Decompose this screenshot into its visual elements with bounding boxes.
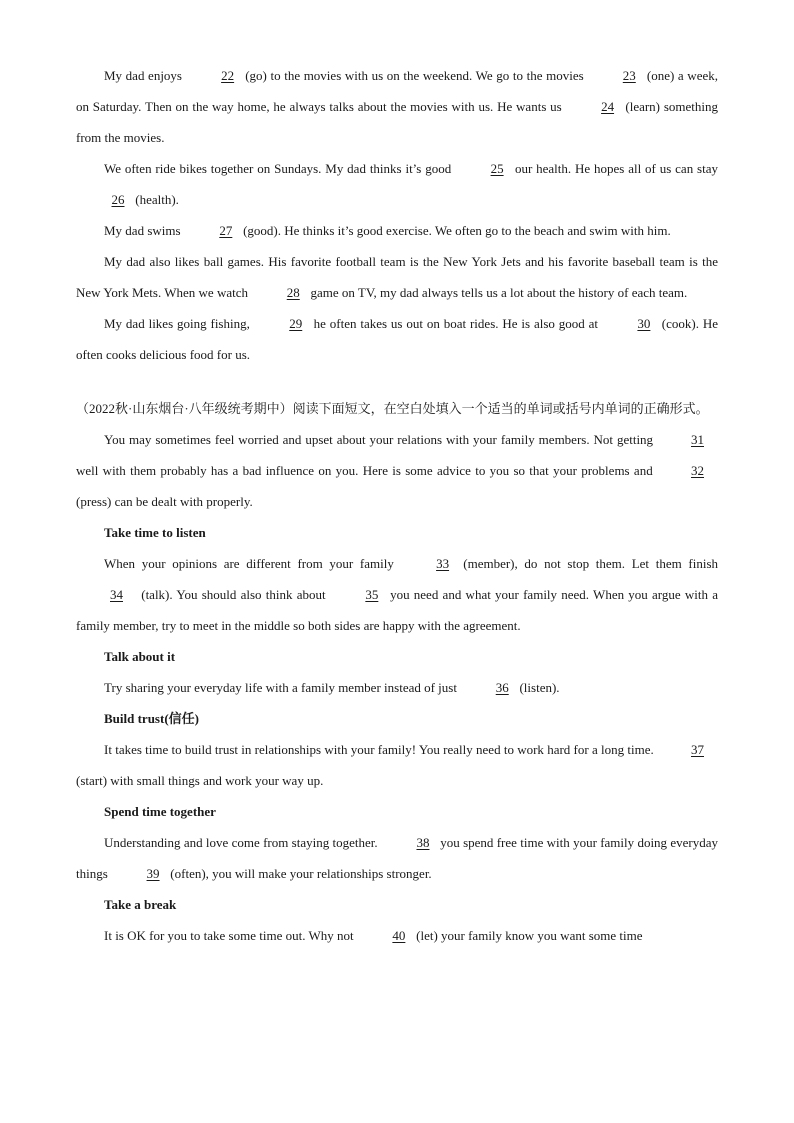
blank-30[interactable]: 30 [637,316,651,331]
paragraph-relations [76,424,718,517]
paragraph-trust [76,734,718,796]
blank-28[interactable]: 28 [286,285,300,300]
blank-35[interactable]: 35 [365,587,379,602]
text-segment: (learn) something from the movies. [76,99,718,145]
blank-36[interactable]: 36 [495,680,509,695]
exercise-instructions: （2022秋·山东烟台·八年级统考期中）阅读下面短文，在空白处填入一个适当的单词或括号内单词的正确形式。 [76,401,709,416]
text-segment: (start) with small things and work your way up. [76,773,324,788]
blank-27[interactable]: 27 [219,223,233,238]
text-segment: (member), do not stop them. Let them finish [463,556,718,571]
text-segment: (let) your family know you want some time [416,928,643,943]
text-segment: My dad likes going fishing, [104,316,250,331]
paragraph-ball-games [76,246,718,308]
document-page [76,60,718,951]
blank-29[interactable]: 29 [289,316,303,331]
text-segment: Understanding and love come from staying together. [104,835,378,850]
paragraph-fishing [76,308,718,370]
paragraph-break [76,920,718,951]
paragraph-talk [76,672,718,703]
text-segment: My dad enjoys [104,68,182,83]
text-segment: (good). He thinks it’s good exercise. We often go to the beach and swim with him. [243,223,671,238]
text-segment: well with them probably has a bad influence on you. Here is some advice to you so that your problems and [76,463,653,478]
text-segment: (go) to the movies with us on the weekend. We go to the movies [245,68,584,83]
section-heading-break: Take a break [104,897,177,912]
text-segment: (press) can be dealt with properly. [76,494,253,509]
blank-34[interactable]: 34 [110,587,123,602]
blank-22[interactable]: 22 [221,68,235,83]
section-heading-together: Spend time together [104,804,216,819]
section-heading-listen: Take time to listen [104,525,206,540]
blank-24[interactable]: 24 [601,99,615,114]
blank-26[interactable]: 26 [111,192,125,207]
blank-23[interactable]: 23 [622,68,636,83]
paragraph-listen [76,548,718,641]
paragraph-bikes [76,153,718,215]
text-segment: When your opinions are different from your family [104,556,394,571]
paragraph-together [76,827,718,889]
paragraph-swims [76,215,718,246]
text-segment: our health. He hopes all of us can stay [514,161,718,176]
blank-37[interactable]: 37 [691,742,704,757]
text-segment: (cook). He often cooks delicious food for us. [76,316,718,362]
text-segment: You may sometimes feel worried and upset about your relations with your family members. Not getting [104,432,654,447]
text-segment: (one) a week, on Saturday. Then on the way home, he always talks about the movies with us. He wants us [76,68,718,114]
text-segment: It is OK for you to take some time out. Why not [104,928,354,943]
paragraph-movies [76,60,718,153]
blank-39[interactable]: 39 [146,866,160,881]
text-segment: (health). [135,192,179,207]
text-segment: (talk). You should also think about [141,587,326,602]
text-segment: (listen). [519,680,560,695]
section-heading-talk: Talk about it [104,649,176,664]
blank-33[interactable]: 33 [436,556,450,571]
text-segment: (often), you will make your relationships stronger. [170,866,432,881]
blank-31[interactable]: 31 [691,432,704,447]
blank-25[interactable]: 25 [490,161,504,176]
text-segment: game on TV, my dad always tells us a lot about the history of each team. [310,285,688,300]
text-segment: Try sharing your everyday life with a family member instead of just [104,680,457,695]
section-heading-trust: Build trust(信任) [104,711,199,726]
text-segment: he often takes us out on boat rides. He is also good at [313,316,599,331]
text-segment: My dad swims [104,223,181,238]
text-segment: We often ride bikes together on Sundays. My dad thinks it’s good [104,161,452,176]
text-segment: It takes time to build trust in relationships with your family! You really need to work hard for a long time. [104,742,654,757]
blank-40[interactable]: 40 [392,928,406,943]
blank-32[interactable]: 32 [691,463,705,478]
text-segment: you need and what your family need. When you argue with a family member, try to meet in the middle so both sides are happy with the agreement. [76,587,719,633]
blank-38[interactable]: 38 [416,835,430,850]
text-segment: My dad also likes ball games. His favorite football team is the New York Jets and his favorite baseball team is the New York Mets. When we watch [76,254,718,300]
text-segment: you spend free time with your family doing everyday things [76,835,719,881]
